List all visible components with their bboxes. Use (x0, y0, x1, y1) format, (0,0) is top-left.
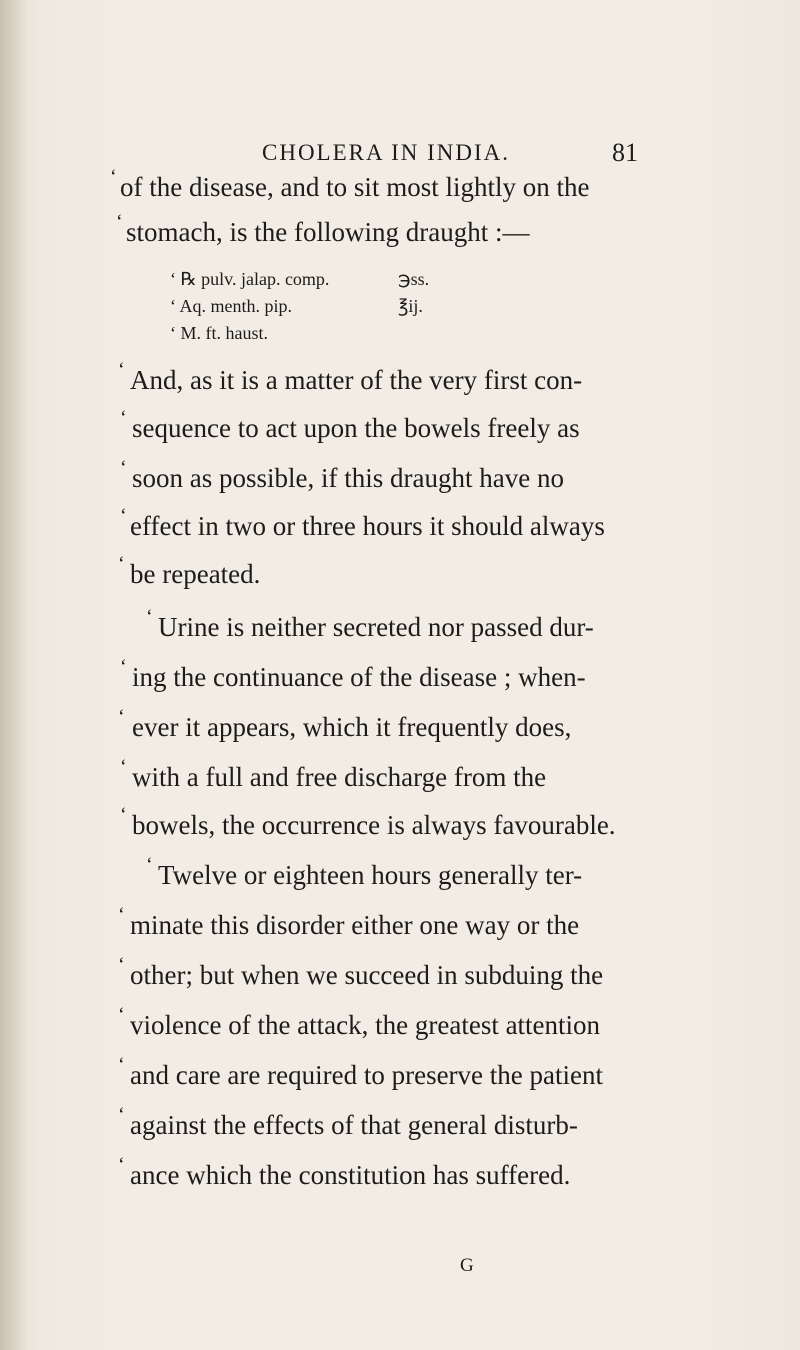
quote-mark: ‘ (118, 706, 125, 728)
quote-mark: ‘ (120, 804, 127, 826)
line-text: ever it appears, which it frequently does, (132, 712, 572, 742)
page-number: 81 (612, 138, 638, 167)
quote-mark: ‘ (120, 457, 127, 479)
quote-mark: ‘ (110, 166, 117, 188)
line-text: Twelve or eighteen hours generally ter- (158, 860, 583, 890)
quote-mark: ‘ (118, 1154, 125, 1176)
quote-mark: ‘ (118, 1004, 125, 1026)
line-text: minate this disorder either one way or the (130, 910, 580, 940)
line-text: ance which the constitution has suffered. (130, 1160, 571, 1190)
line-text: ing the continuance of the disease ; when- (132, 662, 586, 692)
line-text: And, as it is a matter of the very first con- (130, 365, 583, 395)
running-title: CHOLERA IN INDIA. (262, 140, 511, 165)
prescription-line: ‘ Aq. menth. pip. ℥ij. (170, 296, 423, 316)
line-text: be repeated. (130, 559, 261, 589)
quote-mark: ‘ (146, 854, 153, 876)
line-text: violence of the attack, the greatest attention (130, 1010, 601, 1040)
quote-mark: ‘ (120, 656, 127, 678)
line-text: sequence to act upon the bowels freely as (132, 413, 580, 443)
line-text: stomach, is the following draught :— (126, 217, 530, 247)
line-text: of the disease, and to sit most lightly on the (120, 172, 590, 202)
quote-mark: ‘ (118, 359, 125, 381)
prescription-line: ‘ ℞ pulv. jalap. comp. ℈ss. (170, 269, 430, 289)
quote-mark: ‘ (120, 407, 127, 429)
quote-mark: ‘ (118, 954, 125, 976)
line-text: other; but when we succeed in subduing the (130, 960, 604, 990)
line-text: and care are required to preserve the patient (130, 1060, 603, 1090)
quote-mark: ‘ (146, 606, 153, 628)
quote-mark: ‘ (120, 505, 127, 527)
quote-mark: ‘ (118, 904, 125, 926)
line-text: effect in two or three hours it should always (130, 511, 605, 541)
gutter-shadow (0, 0, 28, 1350)
quote-mark: ‘ (118, 553, 125, 575)
line-text: against the effects of that general disturb- (130, 1110, 578, 1140)
prescription-line: ‘ M. ft. haust. (170, 323, 268, 343)
signature-mark: G (460, 1255, 474, 1276)
line-text: Urine is neither secreted nor passed dur- (158, 612, 594, 642)
quote-mark: ‘ (118, 1104, 125, 1126)
quote-mark: ‘ (118, 1054, 125, 1076)
line-text: soon as possible, if this draught have no (132, 463, 564, 493)
line-text: with a full and free discharge from the (132, 762, 547, 792)
line-text: bowels, the occurrence is always favourable. (132, 810, 616, 840)
quote-mark: ‘ (116, 211, 123, 233)
quote-mark: ‘ (120, 756, 127, 778)
